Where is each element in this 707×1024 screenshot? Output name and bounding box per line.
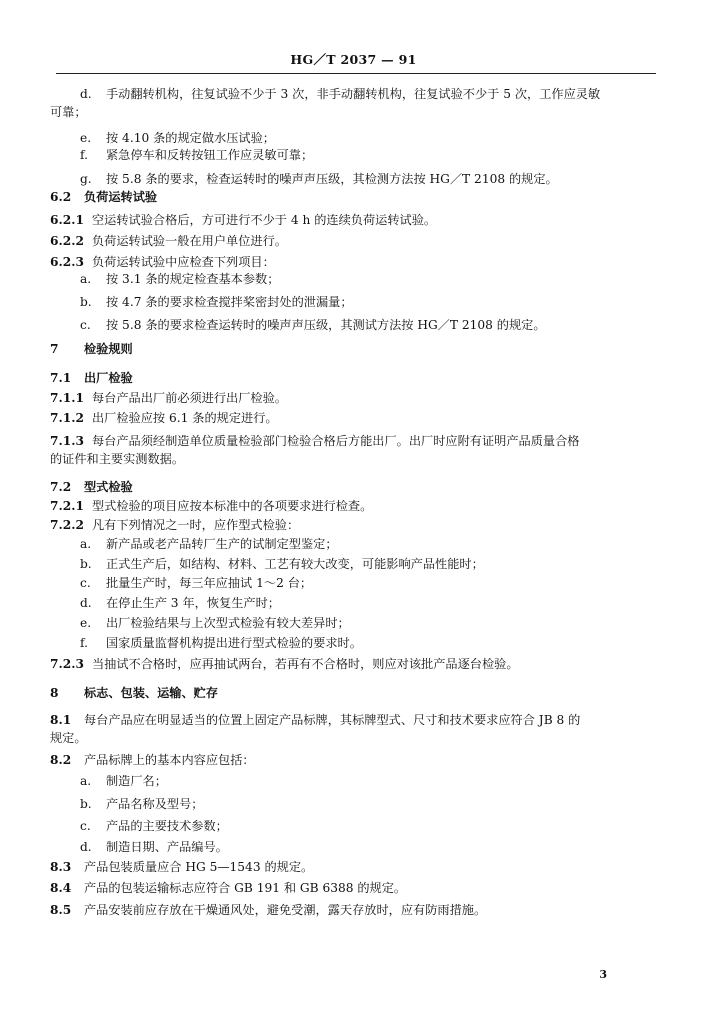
line-text: 型式检验 [84, 480, 133, 494]
line-text: 制造日期、产品编号。 [106, 840, 228, 854]
line-text: 按 5.8 条的要求，检查运转时的噪声声压级，其检测方法按 HG／T 2108 的规定。 [106, 172, 558, 186]
list-item [80, 556, 660, 572]
line-text: 国家质量监督机构提出进行型式检验的要求时。 [106, 636, 362, 650]
section-heading [50, 479, 650, 495]
list-marker: d. [80, 87, 92, 101]
section-heading [50, 341, 650, 357]
clause-number: 7.2 [50, 480, 72, 494]
header-rule [56, 73, 656, 74]
paragraph-line [50, 712, 650, 728]
clause-number: 7.1.1 [50, 391, 84, 405]
standard-header: HG／T 2037 — 91 [290, 52, 417, 67]
paragraph-line [50, 254, 650, 270]
paragraph-line [50, 859, 650, 875]
list-marker: b. [80, 557, 92, 571]
paragraph-line [50, 104, 650, 120]
clause-number: 8.5 [50, 903, 72, 917]
list-item [80, 130, 660, 146]
line-text: 批量生产时，每三年应抽试 1～2 台； [106, 576, 313, 590]
list-marker: d. [80, 596, 92, 610]
line-text: 每台产品须经制造单位质量检验部门检验合格后方能出厂。出厂时应附有证明产品质量合格 [92, 434, 580, 448]
list-marker: c. [80, 819, 91, 833]
paragraph-line [50, 212, 650, 228]
clause-number: 6.2 [50, 190, 72, 204]
list-marker: a. [80, 537, 92, 551]
line-text: 负荷运转试验中应检查下列项目： [92, 255, 275, 269]
clause-number: 8.4 [50, 881, 72, 895]
line-text: 按 4.10 条的规定做水压试验； [106, 131, 275, 145]
clause-number: 7.1.2 [50, 411, 84, 425]
clause-number: 8.2 [50, 753, 72, 767]
line-text: 正式生产后，如结构、材料、工艺有较大改变，可能影响产品性能时； [106, 557, 484, 571]
list-marker: e. [80, 131, 92, 145]
clause-number: 6.2.2 [50, 234, 84, 248]
list-item [80, 536, 660, 552]
list-item [80, 615, 660, 631]
list-item [80, 147, 660, 163]
line-text: 制造厂名； [106, 774, 167, 788]
list-marker: f. [80, 636, 88, 650]
line-text: 在停止生产 3 年，恢复生产时； [106, 596, 280, 610]
paragraph-line [50, 410, 650, 426]
line-text: 按 4.7 条的要求检查搅拌桨密封处的泄漏量； [106, 295, 353, 309]
line-text: 凡有下列情况之一时，应作型式检验： [92, 518, 300, 532]
line-text: 检验规则 [84, 342, 133, 356]
paragraph-line [50, 233, 650, 249]
list-marker: g. [80, 172, 92, 186]
paragraph-line [50, 730, 650, 746]
line-text: 产品的包装运输标志应符合 GB 191 和 GB 6388 的规定。 [84, 881, 407, 895]
clause-number: 7 [50, 342, 59, 356]
list-item [80, 839, 660, 855]
paragraph-line [50, 517, 650, 533]
line-text: 每台产品应在明显适当的位置上固定产品标牌，其标牌型式、尺寸和技术要求应符合 JB 8 的 [84, 713, 581, 727]
list-marker: c. [80, 318, 91, 332]
line-text: 空运转试验合格后，方可进行不少于 4 h 的连续负荷运转试验。 [92, 213, 437, 227]
paragraph-line [50, 880, 650, 896]
list-item [80, 171, 660, 187]
line-text: 产品安装前应存放在干燥通风处，避免受潮，露天存放时，应有防雨措施。 [84, 903, 487, 917]
list-marker: e. [80, 616, 92, 630]
line-text: 紧急停车和反转按钮工作应灵敏可靠； [106, 148, 314, 162]
list-item [80, 635, 660, 651]
line-text: 当抽试不合格时，应再抽试两台，若再有不合格时，则应对该批产品逐台检验。 [92, 657, 519, 671]
paragraph-line [50, 656, 650, 672]
line-text: 产品的主要技术参数； [106, 819, 228, 833]
line-text: 出厂检验结果与上次型式检验有较大差异时； [106, 616, 350, 630]
clause-number: 7.2.3 [50, 657, 84, 671]
clause-number: 6.2.3 [50, 255, 84, 269]
paragraph-line [50, 433, 650, 449]
clause-number: 7.1.3 [50, 434, 84, 448]
paragraph-line [50, 390, 650, 406]
section-heading [50, 685, 650, 701]
line-text: 产品包装质量应合 HG 5—1543 的规定。 [84, 860, 314, 874]
line-text: 标志、包装、运输、贮存 [84, 686, 219, 700]
clause-number: 6.2.1 [50, 213, 84, 227]
line-text: 型式检验的项目应按本标准中的各项要求进行检查。 [92, 499, 373, 513]
line-text: 出厂检验应按 6.1 条的规定进行。 [92, 411, 278, 425]
list-item [80, 595, 660, 611]
list-marker: a. [80, 272, 92, 286]
list-item [80, 818, 660, 834]
line-text: 每台产品出厂前必须进行出厂检验。 [92, 391, 287, 405]
list-item [80, 575, 660, 591]
list-item [80, 796, 660, 812]
line-text: 产品标牌上的基本内容应包括： [84, 753, 255, 767]
line-text: 负荷运转试验一般在用户单位进行。 [92, 234, 287, 248]
clause-number: 8.3 [50, 860, 72, 874]
paragraph-line [50, 498, 650, 514]
clause-number: 7.1 [50, 371, 72, 385]
line-text: 的证件和主要实测数据。 [50, 452, 185, 466]
section-heading [50, 370, 650, 386]
line-text: 按 5.8 条的要求检查运转时的噪声声压级，其测试方法按 HG／T 2108 的规定。 [106, 318, 546, 332]
line-text: 新产品或老产品转厂生产的试制定型鉴定； [106, 537, 338, 551]
line-text: 产品名称及型号； [106, 797, 204, 811]
clause-number: 8.1 [50, 713, 72, 727]
list-marker: f. [80, 148, 88, 162]
line-text: 出厂检验 [84, 371, 133, 385]
page-number: 3 [599, 968, 607, 981]
list-item [80, 294, 660, 310]
paragraph-line [50, 752, 650, 768]
list-item [80, 271, 660, 287]
line-text: 手动翻转机构，往复试验不少于 3 次，非手动翻转机构，往复试验不少于 5 次，工作应灵敏 [106, 87, 601, 101]
list-marker: b. [80, 295, 92, 309]
list-item [80, 773, 660, 789]
list-marker: d. [80, 840, 92, 854]
paragraph-line [50, 451, 650, 467]
list-item [80, 317, 660, 333]
line-text: 按 3.1 条的规定检查基本参数； [106, 272, 280, 286]
line-text: 可靠； [50, 105, 87, 119]
clause-number: 7.2.2 [50, 518, 84, 532]
section-heading [50, 189, 650, 205]
line-text: 规定。 [50, 731, 87, 745]
list-marker: c. [80, 576, 91, 590]
paragraph-line [50, 902, 650, 918]
list-marker: a. [80, 774, 92, 788]
clause-number: 7.2.1 [50, 499, 84, 513]
line-text: 负荷运转试验 [84, 190, 158, 204]
clause-number: 8 [50, 686, 59, 700]
list-marker: b. [80, 797, 92, 811]
list-item [80, 86, 660, 102]
